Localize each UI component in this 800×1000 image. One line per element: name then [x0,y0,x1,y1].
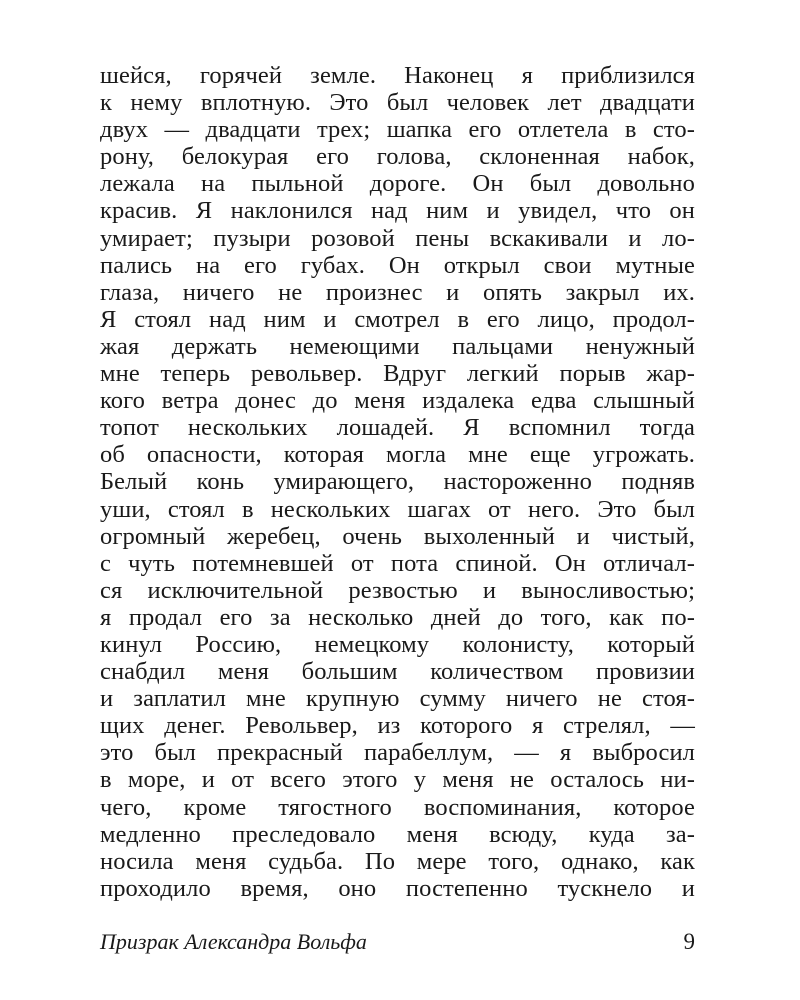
page-footer [100,927,695,957]
page-number: 9 [683,929,695,954]
text-line: об опасности, которая могла мне еще угрожать. [100,441,695,469]
text-line: умирает; пузыри розовой пены вскакивали и ло- [100,224,695,252]
text-line: шейся, горячей земле. Наконец я приблизился [100,62,695,89]
text-line: уши, стоял в нескольких шагах от него. Это был [100,495,695,523]
text-line: щих денег. Револьвер, из которого я стрелял, — [100,712,695,740]
text-line: лежала на пыльной дороге. Он был довольно [100,170,695,198]
text-line: к нему вплотную. Это был человек лет двадцати [100,89,695,117]
text-line: проходило время, оно постепенно тускнело и [100,874,695,902]
text-line: в море, и от всего этого у меня не осталось ни- [100,766,695,794]
text-line: снабдил меня большим количеством провизии [100,658,695,686]
text-line: жая держать немеющими пальцами ненужный [100,332,695,360]
text-line: красив. Я наклонился над ним и увидел, что он [100,197,695,225]
body-text [100,62,695,902]
text-line: пались на его губах. Он открыл свои мутные [100,251,695,279]
text-line: я продал его за несколько дней до того, как по- [100,603,695,631]
text-line: топот нескольких лошадей. Я вспомнил тогда [100,414,695,442]
text-line: ся исключительной резвостью и выносливостью; [100,576,695,604]
text-line: носила меня судьба. По мере того, однако, как [100,847,695,875]
text-line: двух — двадцати трех; шапка его отлетела в сто- [100,116,695,144]
text-line: рону, белокурая его голова, склоненная набок, [100,143,695,171]
text-line: кого ветра донес до меня издалека едва слышный [100,387,695,415]
text-line: огромный жеребец, очень выхоленный и чистый, [100,522,695,550]
text-line: глаза, ничего не произнес и опять закрыл их. [100,278,695,306]
text-line: и заплатил мне крупную сумму ничего не стоя- [100,685,695,713]
text-line: Я стоял над ним и смотрел в его лицо, продол- [100,305,695,333]
text-line: с чуть потемневшей от пота спиной. Он отличал- [100,549,695,577]
text-line: это был прекрасный парабеллум, — я выбросил [100,739,695,767]
text-line: Белый конь умирающего, настороженно подняв [100,468,695,496]
text-line: чего, кроме тягостного воспоминания, которое [100,793,695,821]
text-line: мне теперь револьвер. Вдруг легкий порыв жар- [100,360,695,388]
running-title: Призрак Александра Вольфа [100,929,367,954]
text-line: кинул Россию, немецкому колонисту, который [100,630,695,658]
text-line: медленно преследовало меня всюду, куда за- [100,820,695,848]
